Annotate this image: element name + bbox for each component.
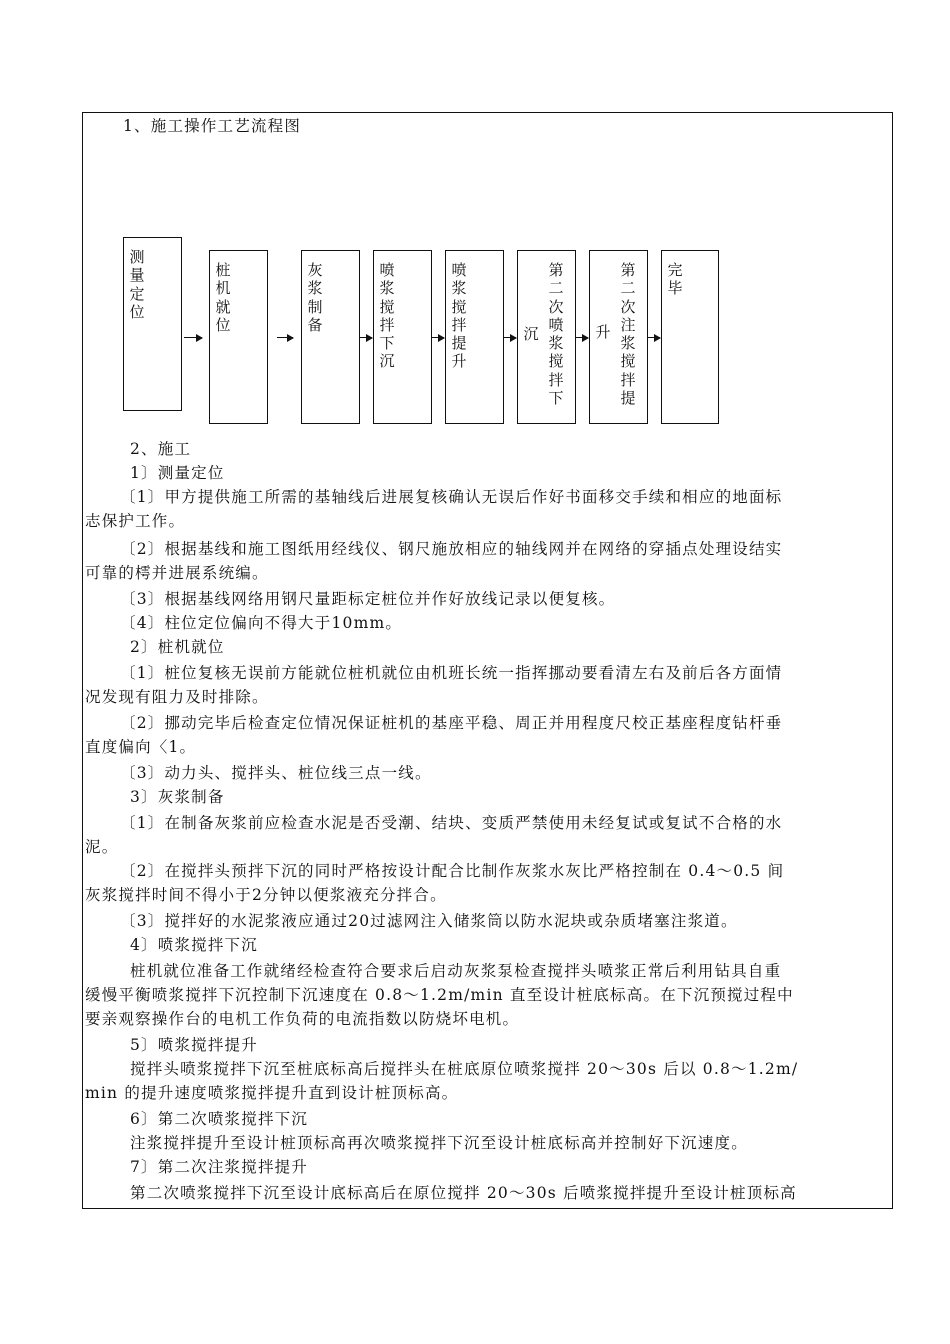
text-line: 〔3〕动力头、搅拌头、桩位线三点一线。	[120, 764, 432, 782]
text-line: 〔1〕甲方提供施工所需的基轴线后进展复核确认无误后作好书面移交手续和相应的地面标	[120, 488, 783, 506]
text-line: 〔4〕柱位定位偏向不得大于10mm。	[120, 614, 403, 632]
text-line: 1〕测量定位	[130, 464, 225, 482]
text-line: 〔2〕挪动完毕后检查定位情况保证桩机的基座平稳、周正并用程度尺校正基座程度钻杆垂	[120, 714, 783, 732]
arrow-icon	[277, 337, 293, 338]
text-line: 桩机就位准备工作就绪经检查符合要求后启动灰浆泵检查搅拌头喷浆正常后利用钻具自重	[130, 962, 782, 980]
text-line: 泥。	[85, 838, 119, 856]
flow-step: 桩机就位	[209, 250, 268, 424]
text-line: 〔3〕搅拌好的水泥浆液应通过20过滤网注入储浆筒以防水泥块或杂质堵塞注浆道。	[120, 912, 738, 930]
text-line: 〔2〕在搅拌头预拌下沉的同时严格按设计配合比制作灰浆水灰比严格控制在 0.4～0.5 间	[120, 862, 785, 880]
text-line: 搅拌头喷浆搅拌下沉至桩底标高后搅拌头在桩底原位喷浆搅拌 20～30s 后以 0.8～1.2m/	[130, 1060, 799, 1078]
text-line: 5〕喷浆搅拌提升	[130, 1036, 258, 1054]
flow-step: 灰浆制备	[301, 250, 360, 424]
text-line: 7〕第二次注浆搅拌提升	[130, 1158, 309, 1176]
text-line: 4〕喷浆搅拌下沉	[130, 936, 258, 954]
text-line: 〔3〕根据基线网络用钢尺量距标定桩位并作好放线记录以便复核。	[120, 590, 616, 608]
text-line: 〔1〕在制备灰浆前应检查水泥是否受潮、结块、变质严禁使用未经复试或复试不合格的水	[120, 814, 783, 832]
arrow-icon	[360, 337, 372, 338]
text-line: 直度偏向〈1。	[85, 738, 197, 756]
text-line: 志保护工作。	[85, 512, 186, 530]
flow-step: 喷浆搅拌提升	[445, 250, 504, 424]
flow-step: 完毕	[661, 250, 719, 424]
text-line: 3〕灰浆制备	[130, 788, 225, 806]
text-line: 2、施工	[130, 440, 192, 458]
arrow-icon	[648, 337, 660, 338]
arrow-icon	[504, 337, 516, 338]
text-line: 〔1〕桩位复核无误前方能就位桩机就位由机班长统一指挥挪动要看清左右及前后各方面情	[120, 664, 783, 682]
text-line: 6〕第二次喷浆搅拌下沉	[130, 1110, 309, 1128]
text-line: 灰浆搅拌时间不得小于2分钟以便浆液充分拌合。	[85, 886, 447, 904]
arrow-icon	[432, 337, 444, 338]
flow-step: 喷浆搅拌下沉	[373, 250, 432, 424]
text-line: min 的提升速度喷浆搅拌提升直到设计桩顶标高。	[85, 1084, 459, 1102]
text-line: 第二次喷浆搅拌下沉至设计底标高后在原位搅拌 20～30s 后喷浆搅拌提升至设计桩顶标高	[130, 1184, 797, 1202]
text-line: 要亲观察操作台的电机工作负荷的电流指数以防烧坏电机。	[85, 1010, 520, 1028]
text-line: 缓慢平衡喷浆搅拌下沉控制下沉速度在 0.8～1.2m/min 直至设计桩底标高。在下沉预搅过程中	[85, 986, 794, 1004]
flow-step: 沉 第二次喷浆搅拌下	[517, 250, 576, 424]
arrow-icon	[184, 337, 202, 338]
text-line: 可靠的樗并进展系统编。	[85, 564, 269, 582]
flow-step: 升 第二次注浆搅拌提	[589, 250, 648, 424]
section-heading: 1、施工操作工艺流程图	[123, 117, 302, 135]
text-line: 2〕桩机就位	[130, 638, 225, 656]
text-line: 况发现有阻力及时排除。	[85, 688, 269, 706]
text-line: 〔2〕根据基线和施工图纸用经线仪、钢尺施放相应的轴线网并在网络的穿插点处理设结实	[120, 540, 783, 558]
text-line: 注浆搅拌提升至设计桩顶标高再次喷浆搅拌下沉至设计桩底标高并控制好下沉速度。	[130, 1134, 748, 1152]
arrow-icon	[576, 337, 588, 338]
flow-step: 测量定位	[123, 237, 182, 411]
